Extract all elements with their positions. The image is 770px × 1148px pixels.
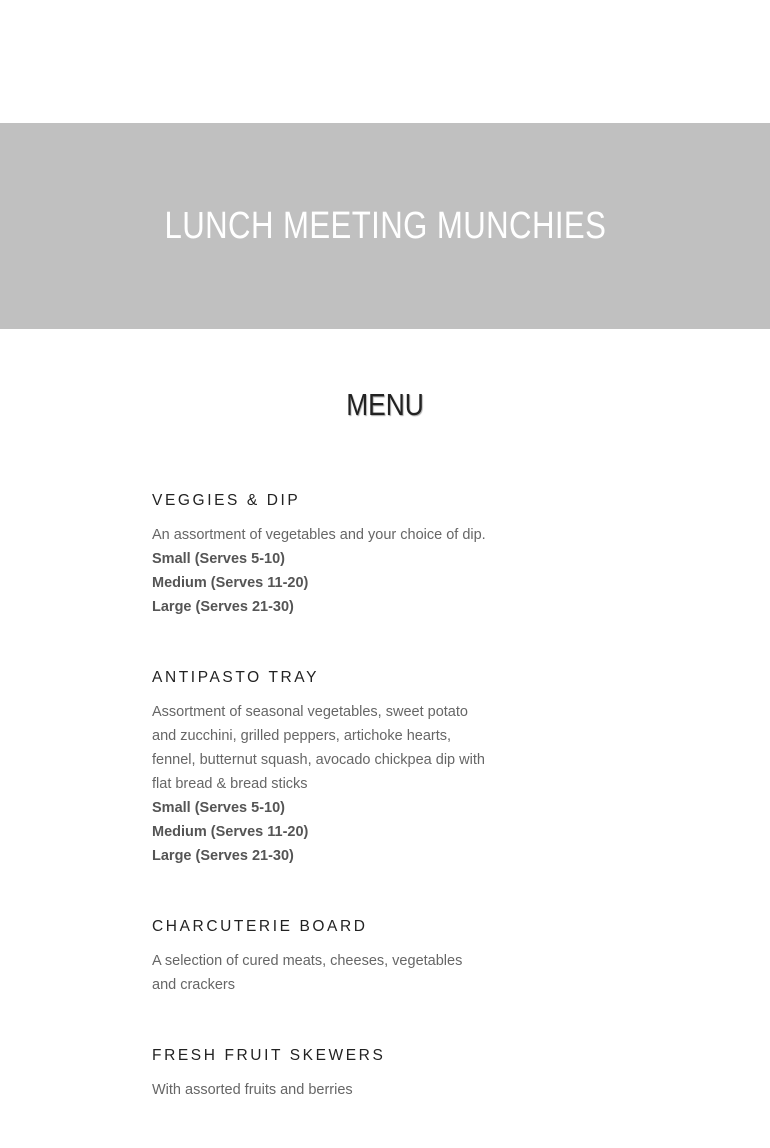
menu-item-fresh-fruit-skewers	[152, 1043, 487, 1102]
top-whitespace	[0, 0, 770, 123]
size-option-large: Large (Serves 21-30)	[152, 599, 294, 615]
size-option-small: Small (Serves 5-10)	[152, 551, 285, 567]
menu-item-title: FRESH FRUIT SKEWERS	[152, 1047, 386, 1064]
menu-heading: MENU	[346, 387, 424, 422]
hero-banner	[0, 123, 770, 329]
menu-item-description: A selection of cured meats, cheeses, vegetables and crackers	[152, 953, 463, 993]
menu-item-description: With assorted fruits and berries	[152, 1082, 353, 1098]
menu-item-description: An assortment of vegetables and your choice of dip.	[152, 527, 486, 543]
menu-item-antipasto-tray	[152, 665, 487, 868]
size-option-medium: Medium (Serves 11-20)	[152, 824, 309, 840]
menu-item-title: VEGGIES & DIP	[152, 492, 301, 509]
menu-list	[152, 488, 487, 1148]
hero-title: LUNCH MEETING MUNCHIES	[164, 204, 606, 247]
menu-item-veggies-dip	[152, 488, 487, 619]
size-option-medium: Medium (Serves 11-20)	[152, 575, 309, 591]
menu-item-title: ANTIPASTO TRAY	[152, 669, 320, 686]
menu-item-description: Assortment of seasonal vegetables, sweet potato and zucchini, grilled peppers, artichoke hearts, fennel, butternut squash, avocado chickpea dip with flat bread & bread sticks	[152, 704, 485, 792]
menu-item-charcuterie-board	[152, 914, 487, 997]
size-option-small: Small (Serves 5-10)	[152, 800, 285, 816]
size-option-large: Large (Serves 21-30)	[152, 848, 294, 864]
menu-item-title: CHARCUTERIE BOARD	[152, 918, 368, 935]
